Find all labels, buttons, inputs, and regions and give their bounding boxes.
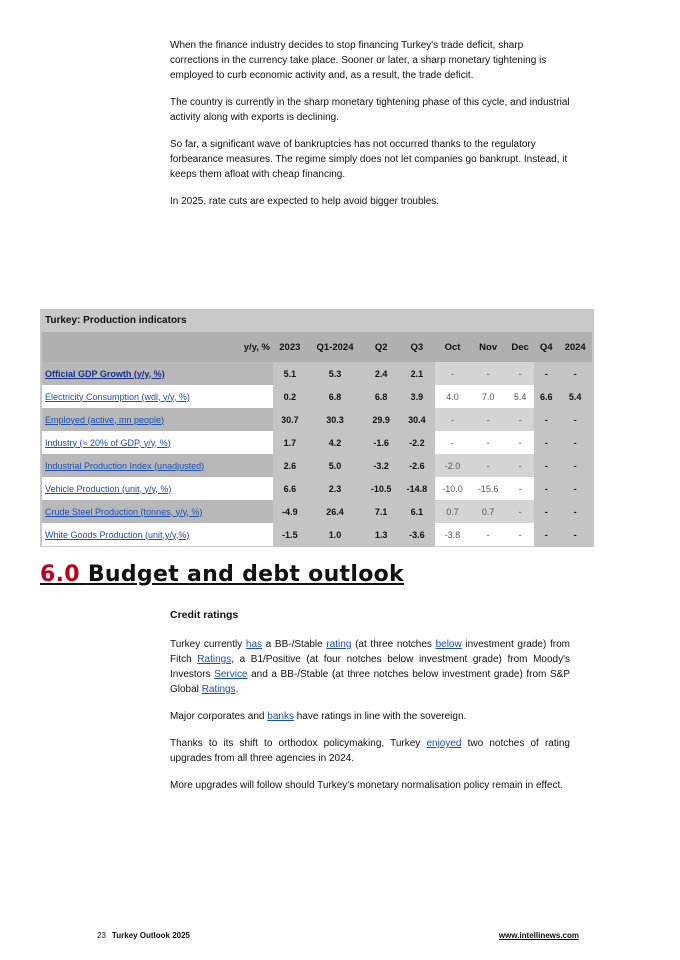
value-cell: -10.5 bbox=[363, 477, 399, 500]
value-cell: - bbox=[435, 362, 471, 385]
header-cell: 2023 bbox=[273, 332, 307, 362]
table-header-row bbox=[42, 332, 592, 362]
value-cell: -4.9 bbox=[273, 500, 307, 523]
credit-ratings-section bbox=[170, 608, 570, 805]
indicator-link[interactable]: Vehicle Production (unit, y/y, %) bbox=[45, 483, 172, 494]
text-run: two notches of rating upgrades from all three agencies in 2024. bbox=[170, 738, 570, 764]
indicator-link[interactable]: Industrial Production Index (unadjusted) bbox=[45, 460, 205, 471]
value-cell: 7.1 bbox=[363, 500, 399, 523]
value-cell: - bbox=[534, 431, 558, 454]
indicator-cell bbox=[42, 523, 273, 546]
value-cell: - bbox=[506, 477, 534, 500]
indicator-cell bbox=[42, 454, 273, 477]
indicator-cell bbox=[42, 408, 273, 431]
table-title: Turkey: Production indicators bbox=[42, 309, 592, 332]
value-cell: - bbox=[506, 408, 534, 431]
value-cell: - bbox=[534, 408, 558, 431]
value-cell: -1.5 bbox=[273, 523, 307, 546]
intro-paragraph-3: So far, a significant wave of bankruptcies has not occurred thanks to the regulatory forbearance measures. The regime simply does not let companies go bankrupt. Instead, it keeps them afloat with cheap financing. bbox=[170, 139, 568, 180]
header-cell: y/y, % bbox=[42, 332, 273, 362]
value-cell: 6.1 bbox=[399, 500, 435, 523]
table-row bbox=[42, 431, 592, 454]
value-cell: 4.0 bbox=[435, 385, 471, 408]
value-cell: -14.8 bbox=[399, 477, 435, 500]
table-row bbox=[42, 477, 592, 500]
value-cell: 2.6 bbox=[273, 454, 307, 477]
value-cell: - bbox=[470, 523, 506, 546]
intro-text bbox=[170, 38, 570, 221]
value-cell: - bbox=[506, 454, 534, 477]
credit-paragraph-1 bbox=[170, 637, 570, 697]
value-cell: - bbox=[558, 362, 592, 385]
value-cell: 1.7 bbox=[273, 431, 307, 454]
value-cell: - bbox=[470, 362, 506, 385]
indicator-cell bbox=[42, 385, 273, 408]
header-cell: Q3 bbox=[399, 332, 435, 362]
indicator-link[interactable]: Electricity Consumption (wdl, y/y, %) bbox=[45, 391, 190, 402]
text-run: Major corporates and bbox=[170, 711, 268, 722]
table-row bbox=[42, 454, 592, 477]
value-cell: - bbox=[470, 408, 506, 431]
credit-ratings-heading: Credit ratings bbox=[170, 609, 239, 621]
credit-paragraph-4: More upgrades will follow should Turkey's monetary normalisation policy remain in effect. bbox=[170, 780, 564, 791]
footer-site-link[interactable]: www.intellinews.com bbox=[498, 931, 579, 940]
link-has[interactable]: has bbox=[245, 639, 263, 650]
value-cell: 26.4 bbox=[307, 500, 364, 523]
section-heading bbox=[40, 562, 404, 587]
value-cell: 1.0 bbox=[307, 523, 364, 546]
value-cell: 0.7 bbox=[470, 500, 506, 523]
value-cell: 30.3 bbox=[307, 408, 364, 431]
value-cell: -3.8 bbox=[435, 523, 471, 546]
link-banks[interactable]: banks bbox=[267, 711, 294, 722]
value-cell: - bbox=[558, 454, 592, 477]
value-cell: 3.9 bbox=[399, 385, 435, 408]
link-rating[interactable]: rating bbox=[326, 639, 352, 650]
header-cell: Oct bbox=[435, 332, 471, 362]
value-cell: -1.6 bbox=[363, 431, 399, 454]
value-cell: 6.8 bbox=[363, 385, 399, 408]
indicator-link[interactable]: Official GDP Growth (y/y, %) bbox=[45, 368, 165, 379]
footer-left bbox=[97, 931, 190, 940]
value-cell: - bbox=[558, 523, 592, 546]
value-cell: - bbox=[534, 523, 558, 546]
text-run: investment grade) from Fitch bbox=[170, 639, 570, 665]
section-number: 6.0 bbox=[40, 562, 80, 587]
value-cell: 4.2 bbox=[307, 431, 364, 454]
indicators-grid bbox=[42, 332, 592, 546]
table-row bbox=[42, 500, 592, 523]
text-run: Thanks to its shift to orthodox policymaking, Turkey bbox=[170, 738, 427, 749]
value-cell: 5.0 bbox=[307, 454, 364, 477]
link-enjoyed[interactable]: enjoyed bbox=[426, 738, 462, 749]
link-fitch-ratings[interactable]: Ratings bbox=[197, 654, 232, 665]
value-cell: 5.1 bbox=[273, 362, 307, 385]
header-cell: 2024 bbox=[558, 332, 592, 362]
intro-paragraph-1: When the finance industry decides to stop financing Turkey's trade deficit, sharp corrections in the currency take place. Sooner or later, a sharp monetary tightening is employed to curb economic activity and, as a result, the trade deficit. bbox=[170, 40, 547, 81]
indicator-cell bbox=[42, 477, 273, 500]
indicator-link[interactable]: Employed (active, mn people) bbox=[45, 414, 165, 425]
header-cell: Q4 bbox=[534, 332, 558, 362]
table-row bbox=[42, 362, 592, 385]
text-run: (at three notches bbox=[351, 639, 436, 650]
value-cell: 6.8 bbox=[307, 385, 364, 408]
indicator-cell bbox=[42, 500, 273, 523]
intro-paragraph-4: In 2025, rate cuts are expected to help avoid bigger troubles. bbox=[170, 196, 440, 207]
value-cell: 6.6 bbox=[534, 385, 558, 408]
value-cell: - bbox=[435, 431, 471, 454]
value-cell: - bbox=[435, 408, 471, 431]
value-cell: 0.2 bbox=[273, 385, 307, 408]
value-cell: -15.6 bbox=[470, 477, 506, 500]
section-title: Budget and debt outlook bbox=[87, 562, 404, 587]
value-cell: - bbox=[534, 477, 558, 500]
value-cell: - bbox=[534, 362, 558, 385]
value-cell: 6.6 bbox=[273, 477, 307, 500]
indicator-link[interactable]: Crude Steel Production (tonnes, y/y, %) bbox=[45, 506, 203, 517]
value-cell: -2.2 bbox=[399, 431, 435, 454]
value-cell: - bbox=[558, 500, 592, 523]
value-cell: - bbox=[506, 431, 534, 454]
text-run: , a B1/Positive (at four notches below investment grade) from Moody's Investors bbox=[170, 654, 570, 680]
value-cell: -3.6 bbox=[399, 523, 435, 546]
value-cell: 2.1 bbox=[399, 362, 435, 385]
credit-paragraph-3 bbox=[170, 736, 570, 766]
table-row bbox=[42, 385, 592, 408]
indicator-link[interactable]: White Goods Production (unit,y/y,%) bbox=[45, 529, 190, 540]
value-cell: - bbox=[558, 477, 592, 500]
header-cell: Dec bbox=[506, 332, 534, 362]
value-cell: 5.4 bbox=[558, 385, 592, 408]
value-cell: 1.3 bbox=[363, 523, 399, 546]
page-number: 23 bbox=[97, 931, 106, 940]
value-cell: 30.4 bbox=[399, 408, 435, 431]
link-below[interactable]: below bbox=[435, 639, 462, 650]
value-cell: - bbox=[506, 362, 534, 385]
value-cell: 30.7 bbox=[273, 408, 307, 431]
header-cell: Q1-2024 bbox=[307, 332, 364, 362]
value-cell: -3.2 bbox=[363, 454, 399, 477]
document-name: Turkey Outlook 2025 bbox=[111, 931, 191, 940]
production-indicators-table bbox=[40, 309, 594, 547]
indicator-link[interactable]: Industry (≈ 20% of GDP, y/y, %) bbox=[45, 437, 171, 448]
value-cell: 5.3 bbox=[307, 362, 364, 385]
text-run: Turkey currently bbox=[170, 639, 246, 650]
value-cell: - bbox=[534, 454, 558, 477]
value-cell: - bbox=[470, 454, 506, 477]
link-moodys-service[interactable]: Service bbox=[214, 669, 248, 680]
text-run: and a BB-/Stable (at three notches below investment grade) from S&P Global bbox=[170, 669, 570, 695]
value-cell: 7.0 bbox=[470, 385, 506, 408]
value-cell: - bbox=[506, 500, 534, 523]
indicator-cell bbox=[42, 362, 273, 385]
value-cell: - bbox=[558, 431, 592, 454]
value-cell: - bbox=[534, 500, 558, 523]
link-sp-ratings[interactable]: Ratings bbox=[201, 684, 236, 695]
value-cell: 2.3 bbox=[307, 477, 364, 500]
value-cell: - bbox=[558, 408, 592, 431]
text-run: have ratings in line with the sovereign. bbox=[293, 711, 467, 722]
text-run: a BB-/Stable bbox=[262, 639, 327, 650]
header-cell: Nov bbox=[470, 332, 506, 362]
indicator-cell bbox=[42, 431, 273, 454]
value-cell: 5.4 bbox=[506, 385, 534, 408]
table-row bbox=[42, 408, 592, 431]
value-cell: -2.6 bbox=[399, 454, 435, 477]
value-cell: - bbox=[506, 523, 534, 546]
header-cell: Q2 bbox=[363, 332, 399, 362]
table-row bbox=[42, 523, 592, 546]
value-cell: -2.0 bbox=[435, 454, 471, 477]
text-run: . bbox=[235, 684, 239, 695]
value-cell: 29.9 bbox=[363, 408, 399, 431]
value-cell: 0.7 bbox=[435, 500, 471, 523]
value-cell: 2.4 bbox=[363, 362, 399, 385]
credit-paragraph-2 bbox=[170, 709, 570, 724]
value-cell: - bbox=[470, 431, 506, 454]
intro-paragraph-2: The country is currently in the sharp monetary tightening phase of this cycle, and industrial activity along with exports is declining. bbox=[170, 97, 570, 123]
value-cell: -10.0 bbox=[435, 477, 471, 500]
